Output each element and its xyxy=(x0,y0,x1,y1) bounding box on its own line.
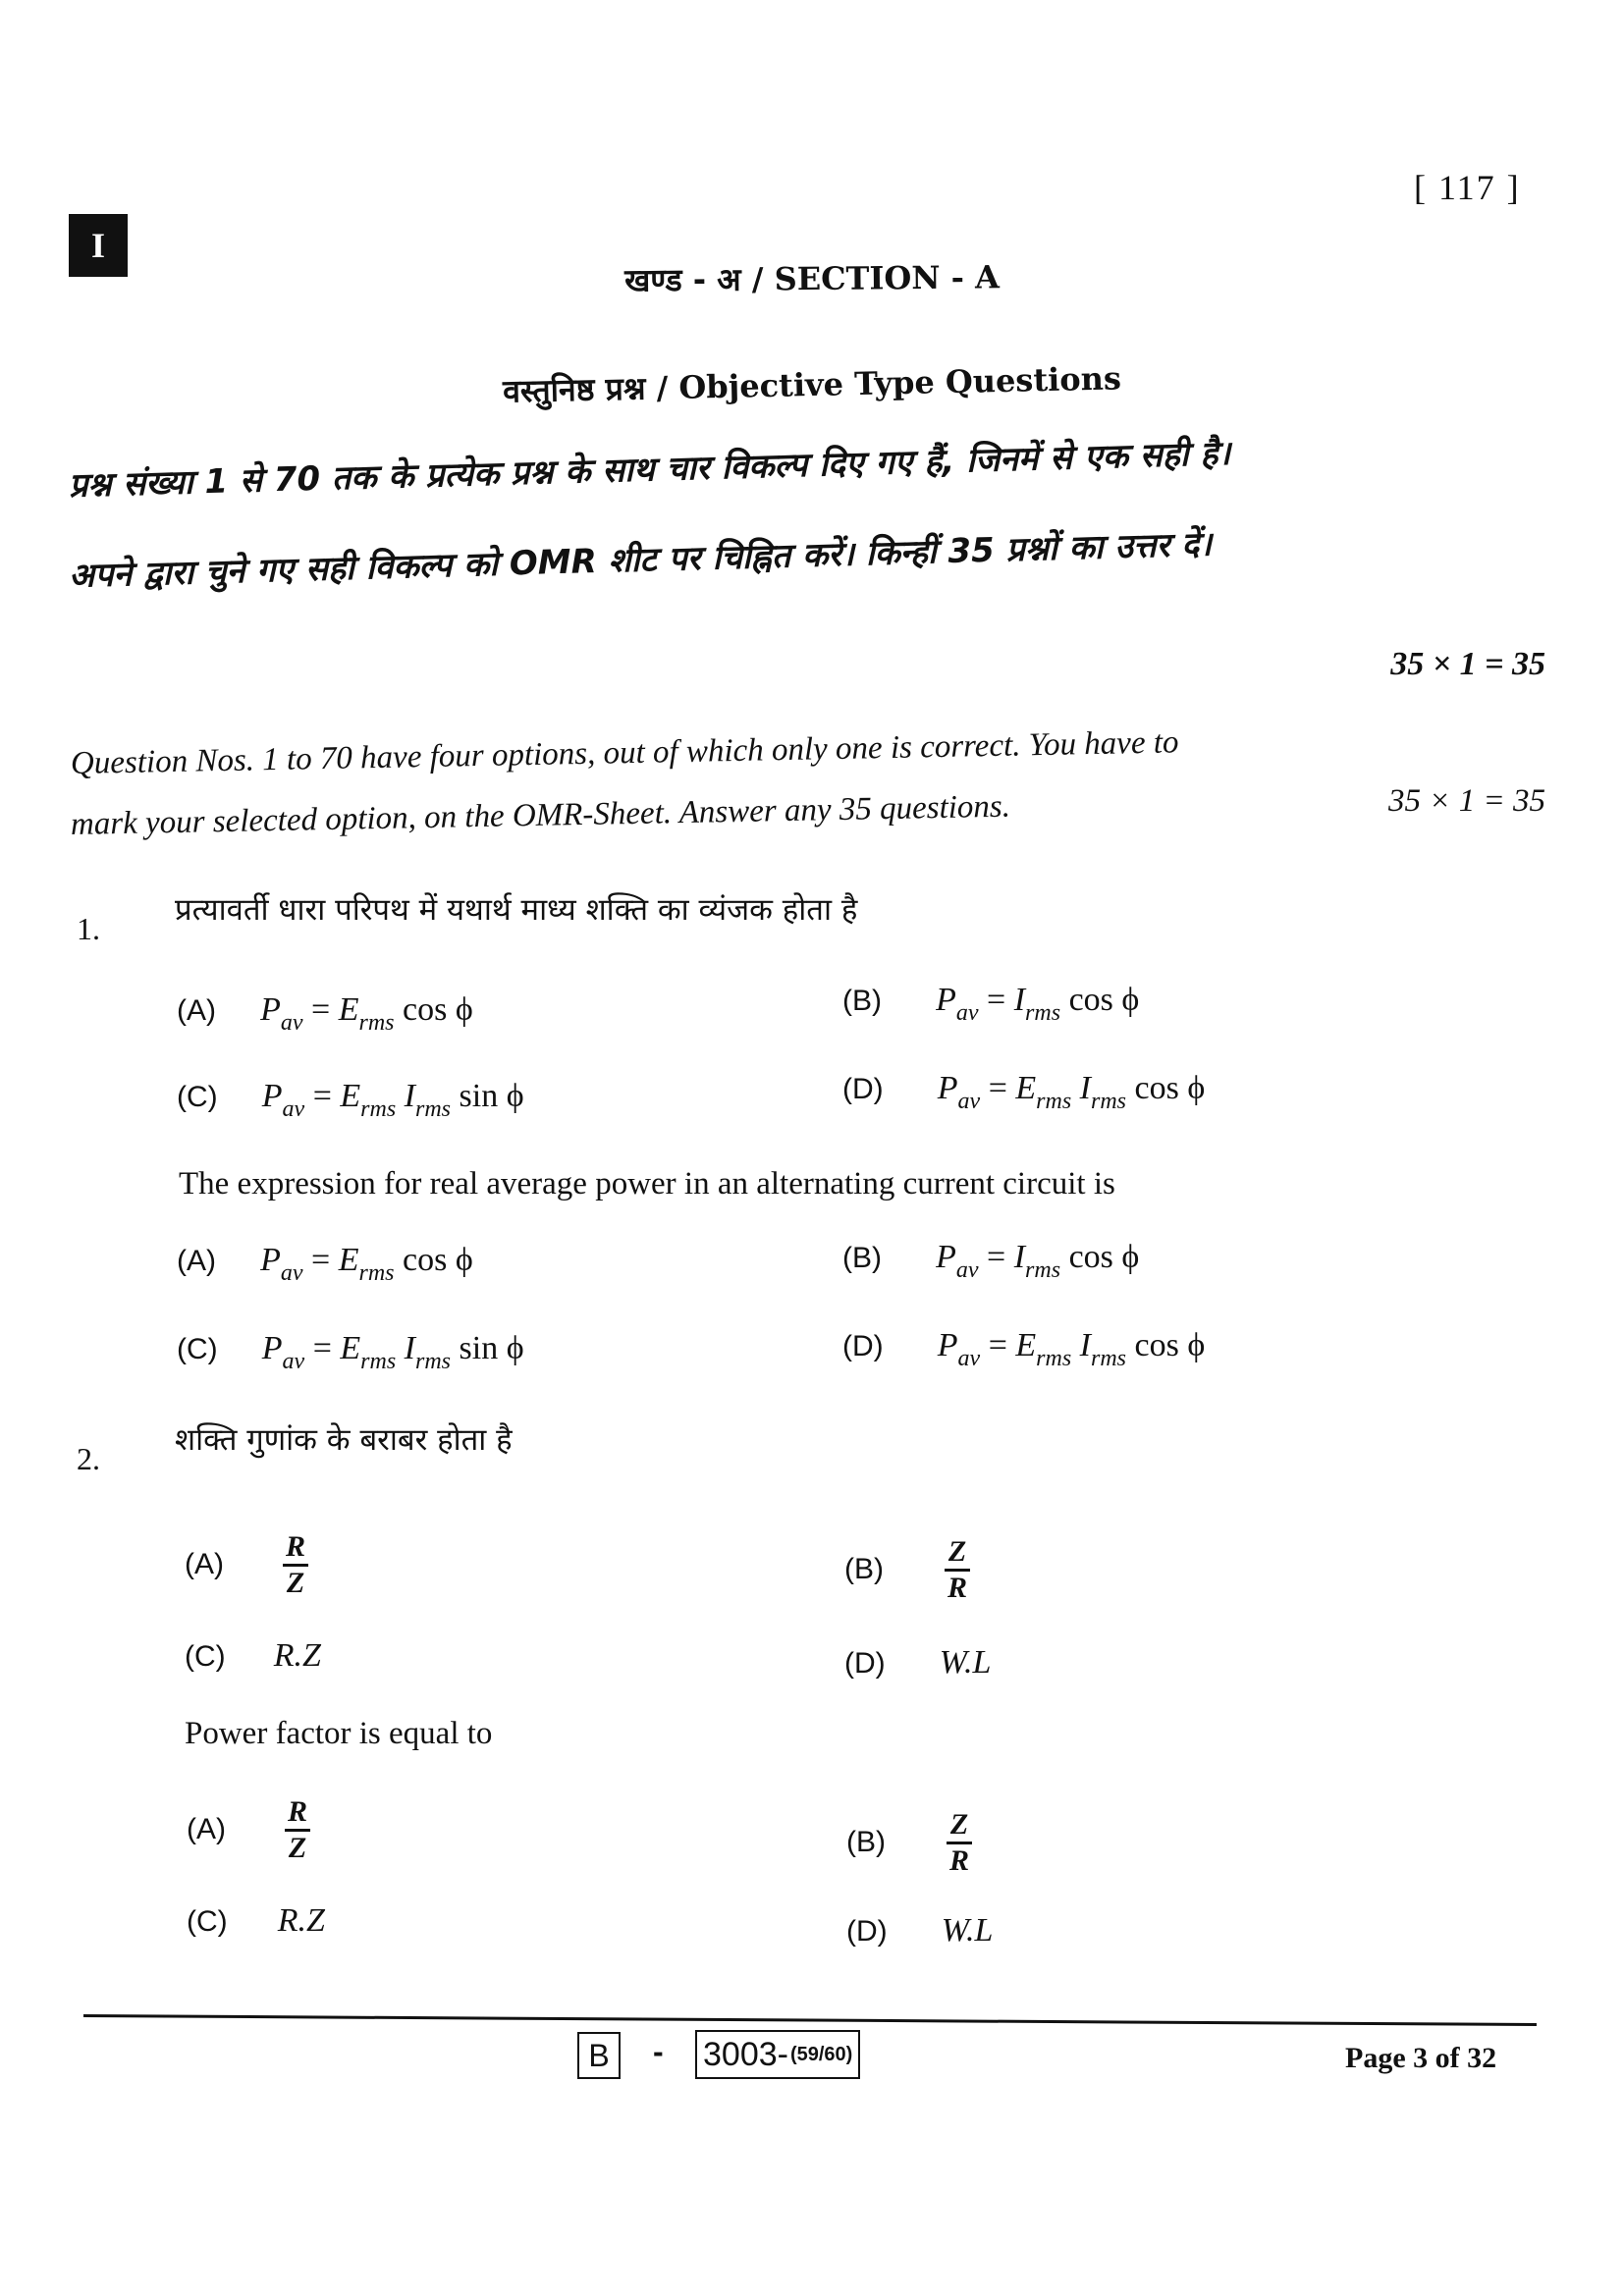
section-separator: / xyxy=(740,260,775,298)
option-formula: $P_{av} = I_{rms}$ cos ϕ xyxy=(936,982,1140,1026)
marks-english: 35 × 1 = 35 xyxy=(1387,783,1545,819)
option-formula: $P_{av} = E_{rms}$ $I_{rms}$ cos ϕ xyxy=(937,1327,1206,1371)
option-formula: $P_{av} = E_{rms}$ $I_{rms}$ sin ϕ xyxy=(261,1078,524,1122)
section-heading-english: SECTION - A xyxy=(774,258,1001,298)
option-b[interactable] xyxy=(846,1809,972,1876)
option-label: (D) xyxy=(844,1647,886,1680)
instructions-english-line-2: mark your selected option, on the OMR-Sheet. Answer any 35 questions. xyxy=(70,788,1011,842)
question-number: 1. xyxy=(77,911,100,946)
set-code-badge: I xyxy=(69,214,128,277)
option-formula: $P_{av} = E_{rms}$ $I_{rms}$ sin ϕ xyxy=(261,1330,524,1374)
option-d[interactable] xyxy=(842,1070,1205,1115)
question-text-english: Power factor is equal to xyxy=(185,1716,493,1751)
option-label: (A) xyxy=(177,994,216,1027)
option-fraction: $\frac{Z}{R}$ xyxy=(945,1536,970,1603)
option-formula: $P_{av} = E_{rms}$ cos ϕ xyxy=(260,991,473,1036)
option-value: W.L xyxy=(939,1644,992,1681)
objective-heading-english: Objective Type Questions xyxy=(678,359,1122,406)
objective-heading-hindi: वस्तुनिष्ठ प्रश्न xyxy=(502,369,646,410)
option-label: (B) xyxy=(842,985,882,1017)
paper-code-suffix: (59/60) xyxy=(789,2043,853,2065)
option-formula: $P_{av} = E_{rms}$ cos ϕ xyxy=(260,1242,473,1286)
option-d[interactable] xyxy=(846,1912,993,1949)
section-heading-hindi: खण्ड - अ xyxy=(623,260,741,299)
option-value: R.Z xyxy=(273,1637,321,1674)
option-c[interactable] xyxy=(177,1330,524,1375)
section-heading xyxy=(0,250,1624,306)
option-a[interactable] xyxy=(187,1796,310,1863)
page-number: [ 117 ] xyxy=(1414,168,1521,207)
option-a[interactable] xyxy=(177,991,473,1037)
option-label: (A) xyxy=(185,1548,224,1580)
option-fraction: $\frac{Z}{R}$ xyxy=(947,1809,972,1876)
option-label: (C) xyxy=(177,1333,218,1365)
instructions-english-line-1: Question Nos. 1 to 70 have four options, out of which only one is correct. You have to xyxy=(70,724,1179,781)
option-b[interactable] xyxy=(842,982,1139,1027)
option-b[interactable] xyxy=(844,1536,970,1603)
option-b[interactable] xyxy=(842,1239,1139,1284)
option-formula: $P_{av} = E_{rms}$ $I_{rms}$ cos ϕ xyxy=(937,1070,1206,1114)
option-label: (A) xyxy=(177,1245,216,1277)
footer-set-box: B xyxy=(577,2032,621,2079)
instructions-hindi-line-1: प्रश्न संख्या 1 से 70 तक के प्रत्येक प्रश्न के साथ चार विकल्प दिए गए हैं, जिनमें से एक सही है। xyxy=(68,433,1231,506)
footer-divider xyxy=(83,2014,1537,2026)
option-label: (D) xyxy=(842,1330,884,1362)
option-a[interactable] xyxy=(177,1242,473,1287)
option-formula: $P_{av} = I_{rms}$ cos ϕ xyxy=(936,1239,1140,1283)
option-fraction: $\frac{R}{Z}$ xyxy=(285,1796,310,1863)
footer-dash: - xyxy=(653,2034,664,2069)
marks-hindi: 35 × 1 = 35 xyxy=(1390,646,1545,682)
option-label: (C) xyxy=(177,1081,218,1113)
footer-page-indicator: Page 3 of 32 xyxy=(1345,2042,1497,2074)
option-c[interactable] xyxy=(177,1078,524,1123)
objective-separator: / xyxy=(645,368,679,407)
question-text-english: The expression for real average power in an alternating current circuit is xyxy=(179,1166,1115,1201)
option-label: (B) xyxy=(846,1826,886,1858)
option-label: (B) xyxy=(842,1242,882,1274)
option-label: (D) xyxy=(846,1915,888,1948)
option-a[interactable] xyxy=(185,1531,308,1598)
option-label: (D) xyxy=(842,1073,884,1105)
option-value: W.L xyxy=(941,1912,994,1949)
option-d[interactable] xyxy=(844,1644,991,1682)
question-number: 2. xyxy=(77,1441,100,1476)
option-c[interactable] xyxy=(187,1902,325,1940)
option-label: (B) xyxy=(844,1553,884,1585)
instructions-hindi-line-2: अपने द्वारा चुने गए सही विकल्प को OMR शीट पर चिह्नित करें। किन्हीं 35 प्रश्नों का उत्तर दें। xyxy=(68,524,1213,596)
question-text-hindi: प्रत्यावर्ती धारा परिपथ में यथार्थ माध्य शक्ति का व्यंजक होता है xyxy=(175,892,858,928)
option-c[interactable] xyxy=(185,1637,321,1675)
objective-heading xyxy=(0,347,1624,423)
option-d[interactable] xyxy=(842,1327,1205,1372)
option-fraction: $\frac{R}{Z}$ xyxy=(283,1531,308,1598)
option-value: R.Z xyxy=(277,1902,325,1939)
option-label: (C) xyxy=(187,1905,228,1938)
question-text-hindi: शक्ति गुणांक के बराबर होता है xyxy=(175,1422,513,1458)
option-label: (A) xyxy=(187,1813,226,1845)
option-label: (C) xyxy=(185,1640,226,1673)
paper-code: 3003- xyxy=(703,2035,788,2073)
footer-paper-code-box xyxy=(695,2030,860,2079)
